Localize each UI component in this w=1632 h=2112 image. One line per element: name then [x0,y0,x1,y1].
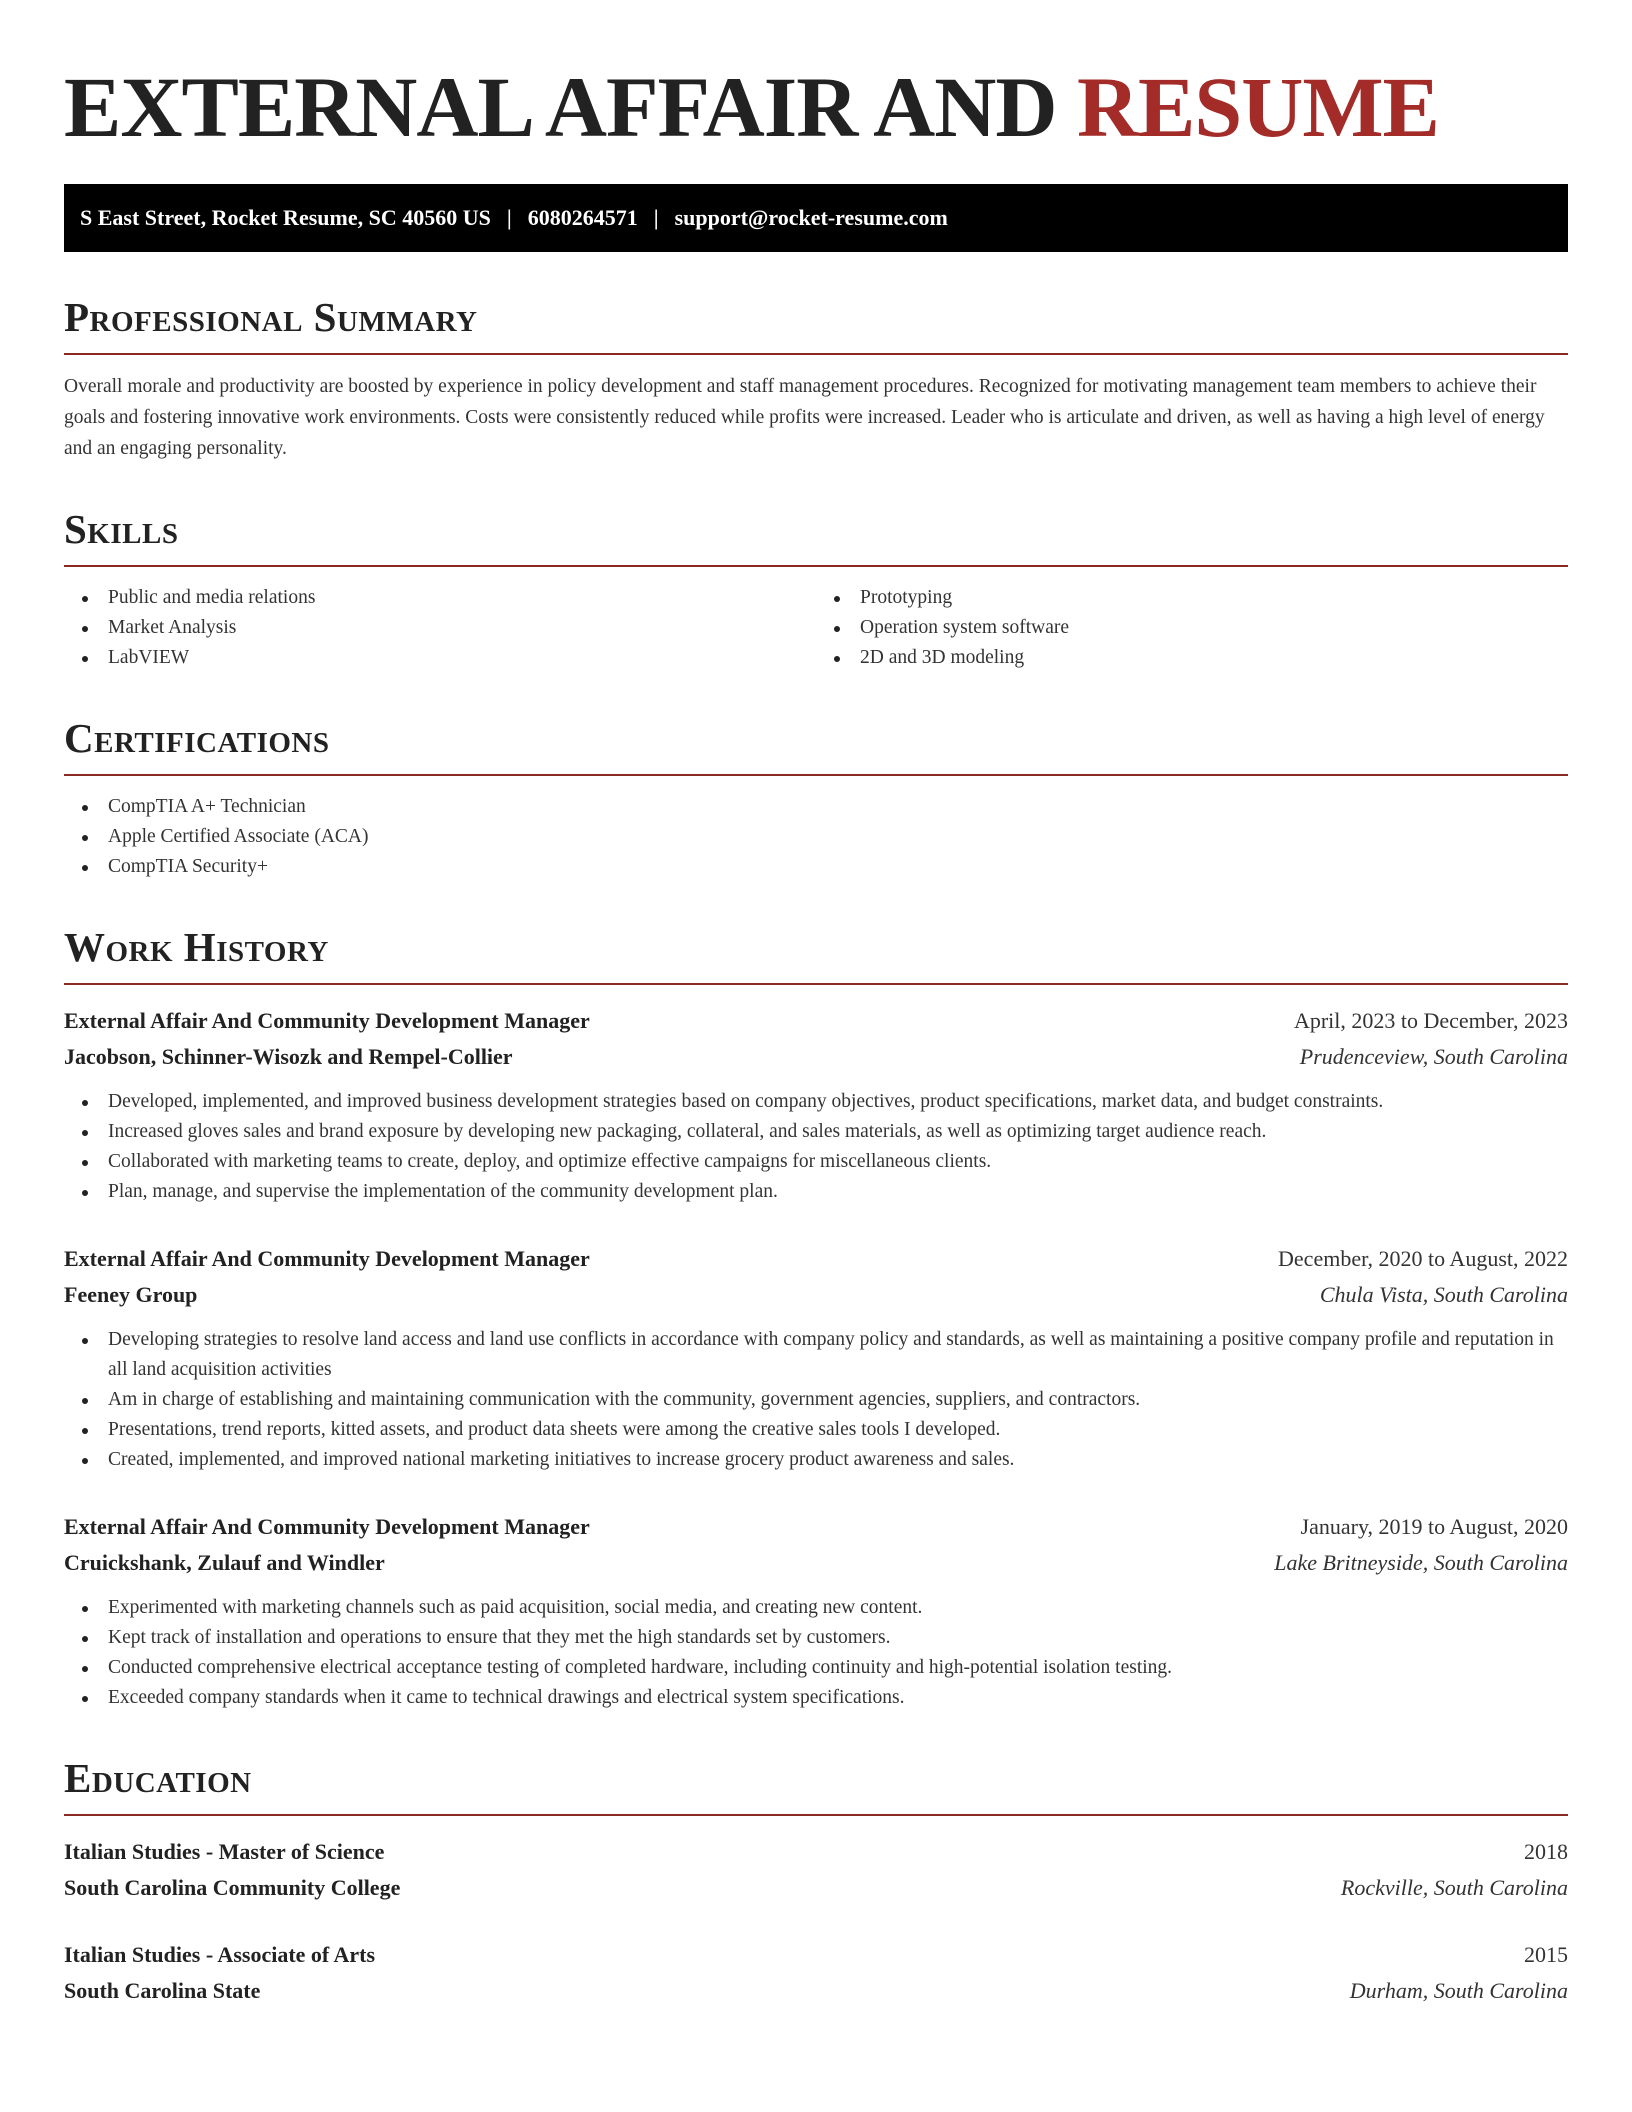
job-entry [64,1241,1568,1475]
job-location: Lake Britneyside, South Carolina [1274,1550,1568,1576]
job-dates: April, 2023 to December, 2023 [1293,1008,1568,1034]
job-bullets [64,1593,1568,1713]
skills-right-list [816,583,1568,673]
job-header-row [64,1003,1568,1039]
job-bullet: Am in charge of establishing and maintaining communication with the community, government agencies, suppliers, and contractors. [64,1385,1568,1415]
job-role: External Affair And Community Development Manager [64,1008,590,1034]
contact-email: support@rocket-resume.com [674,205,948,230]
skills-grid [64,583,1568,673]
education-location: Rockville, South Carolina [1340,1875,1568,1901]
contact-separator: | [506,205,512,230]
job-bullet: Presentations, trend reports, kitted assets, and product data sheets were among the creative sales tools I developed. [64,1415,1568,1445]
job-company: Feeney Group [64,1282,198,1308]
skill-item: 2D and 3D modeling [816,643,1568,673]
summary-text: Overall morale and productivity are boosted by experience in policy development and staff management procedures. Recognized for motivating management team members to achieve their goals and fostering innovative work environments. Costs were consistently reduced while profits were increased. Leader who is articulate and driven, as well as having a high level of energy and an engaging personality. [64,376,1545,460]
job-role: External Affair And Community Development Manager [64,1246,590,1272]
skill-item: Market Analysis [64,613,816,643]
contact-address: S East Street, Rocket Resume, SC 40560 US [80,205,491,230]
education-school-row [64,1973,1568,2009]
skill-item: LabVIEW [64,643,816,673]
summary-section [64,296,1568,464]
education-year: 2018 [1524,1839,1568,1865]
contact-phone: 6080264571 [527,205,638,230]
job-header-row [64,1241,1568,1277]
certifications-section [64,717,1568,882]
job-dates: December, 2020 to August, 2022 [1278,1246,1568,1272]
education-school-row [64,1870,1568,1906]
certification-item: Apple Certified Associate (ACA) [64,822,1568,852]
skills-heading: Skills [64,508,1568,567]
education-degree: Italian Studies - Master of Science [64,1839,385,1865]
education-school: South Carolina Community College [64,1875,401,1901]
certifications-list [64,792,1568,882]
contact-separator: | [653,205,659,230]
job-bullet: Increased gloves sales and brand exposure by developing new packaging, collateral, and sales materials, as well as optimizing target audience reach. [64,1117,1568,1147]
summary-heading: Professional Summary [64,296,1568,355]
skills-left-list [64,583,816,673]
education-section [64,1757,1568,2009]
job-role: External Affair And Community Development Manager [64,1514,590,1540]
job-bullet: Developing strategies to resolve land access and land use conflicts in accordance with company policy and standards, as well as maintaining a positive company profile and reputation in all land acquisition activities [64,1325,1568,1385]
job-bullet: Developed, implemented, and improved business development strategies based on company objectives, product specifications, market data, and budget constraints. [64,1087,1568,1117]
job-bullet: Created, implemented, and improved national marketing initiatives to increase grocery product awareness and sales. [64,1445,1568,1475]
job-company-row [64,1545,1568,1581]
certification-item: CompTIA A+ Technician [64,792,1568,822]
education-year: 2015 [1524,1942,1568,1968]
job-company-row [64,1039,1568,1075]
certifications-heading: Certifications [64,717,1568,776]
job-company-row [64,1277,1568,1313]
job-bullet: Plan, manage, and supervise the implementation of the community development plan. [64,1177,1568,1207]
education-degree: Italian Studies - Associate of Arts [64,1942,376,1968]
job-bullets [64,1087,1568,1207]
skills-section [64,508,1568,673]
certification-item: CompTIA Security+ [64,852,1568,882]
education-location: Durham, South Carolina [1349,1978,1568,2004]
job-bullet: Conducted comprehensive electrical acceptance testing of completed hardware, including continuity and high-potential isolation testing. [64,1653,1568,1683]
job-entry [64,1509,1568,1713]
job-bullet: Exceeded company standards when it came to technical drawings and electrical system specifications. [64,1683,1568,1713]
job-location: Chula Vista, South Carolina [1319,1282,1568,1308]
title-main: EXTERNAL AFFAIR AND [64,59,1057,155]
job-header-row [64,1509,1568,1545]
work-history-heading: Work History [64,926,1568,985]
skill-item: Public and media relations [64,583,816,613]
resume-title [64,59,1568,155]
skill-item: Operation system software [816,613,1568,643]
education-entry [64,1834,1568,1906]
job-bullet: Collaborated with marketing teams to create, deploy, and optimize effective campaigns for miscellaneous clients. [64,1147,1568,1177]
job-bullet: Kept track of installation and operations to ensure that they met the high standards set by customers. [64,1623,1568,1653]
education-heading: Education [64,1757,1568,1816]
title-accent: RESUME [1076,59,1439,155]
work-history-section [64,926,1568,1713]
job-dates: January, 2019 to August, 2020 [1300,1514,1568,1540]
education-entry [64,1937,1568,2009]
job-company: Cruickshank, Zulauf and Windler [64,1550,385,1576]
education-school: South Carolina State [64,1978,261,2004]
job-company: Jacobson, Schinner-Wisozk and Rempel-Collier [64,1044,513,1070]
job-bullet: Experimented with marketing channels such as paid acquisition, social media, and creating new content. [64,1593,1568,1623]
job-location: Prudenceview, South Carolina [1299,1044,1568,1070]
contact-bar [64,184,1568,252]
education-header-row [64,1937,1568,1973]
skill-item: Prototyping [816,583,1568,613]
job-bullets [64,1325,1568,1475]
job-entry [64,1003,1568,1207]
education-header-row [64,1834,1568,1870]
